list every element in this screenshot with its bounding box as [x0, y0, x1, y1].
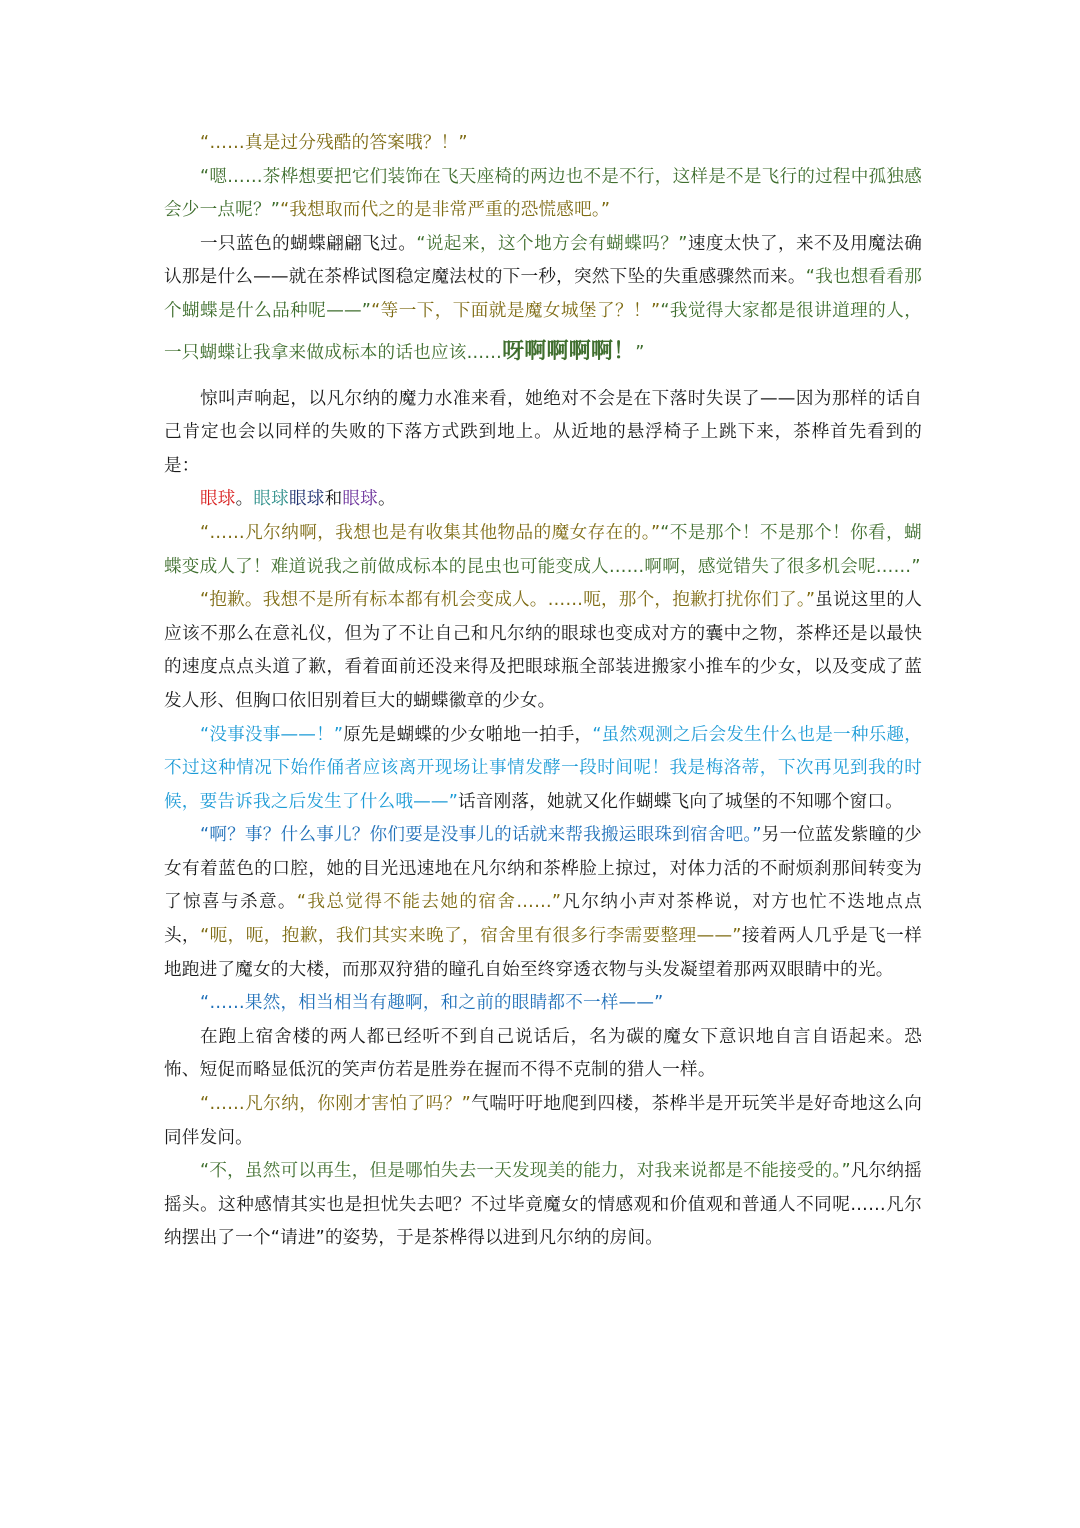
dialogue-dorm-fear: “我总觉得不能去她的宿舍……”: [296, 892, 562, 913]
narration-butterfly: 一只蓝色的蝴蝶翩翩飞过。: [200, 233, 417, 254]
narration-fourth-floor: 气喘吁吁地爬到四楼，茶桦半是开玩笑半是好奇地这么向同伴发问。: [164, 1094, 922, 1148]
dialogue-not-that: “不是那个！不是那个！你看，蝴蝶变成人了！难道说我之前做成标本的昆虫也可能变成人……啊啊，感觉错失了很多机会呢……”: [164, 522, 922, 577]
paragraph-9: [164, 819, 922, 987]
dialogue-cruel-answer: “……真是过分残酷的答案哦？！”: [200, 133, 468, 153]
dialogue-butterfly-species: “我也想看看那个蝴蝶是什么品种呢——”: [164, 267, 922, 321]
word-eyeball-navy: 眼球: [288, 489, 325, 510]
dialogue-carry-eyes: “啊？事？什么事儿？你们要是没事儿的话就来帮我搬运眼珠到宿舍吧。”: [200, 825, 762, 846]
paragraph-3: [164, 228, 922, 375]
paragraph-12: [164, 1088, 922, 1155]
narration-room: 凡尔纳摇摇头。这种感情其实也是担忧失去吧？不过毕竟魔女的情感观和价值观和普通人不同呢……凡尔纳摆出了一个“请进”的姿势，于是茶桦得以进到凡尔纳的房间。: [164, 1161, 922, 1249]
paragraph-6: [164, 517, 922, 584]
paragraph-4: [164, 383, 922, 484]
dialogue-late: “呃，呃，抱歉，我们其实来晚了，宿舍里有很多行李需要整理——”: [200, 926, 742, 947]
paragraph-11: [164, 1021, 922, 1088]
paragraph-13: [164, 1155, 922, 1256]
paragraph-1: [164, 127, 922, 161]
paragraph-10: [164, 987, 922, 1021]
paragraph-2: [164, 161, 922, 228]
dialogue-melody: “虽然观测之后会发生什么也是一种乐趣，不过这种情况下始作俑者应该离开现场让事情发酵一段时间呢！我是梅洛蒂，下次再见到我的时候，要告诉我之后发生了什么哦——”: [164, 724, 922, 812]
paragraph-5: [164, 483, 922, 517]
dialogue-scream-close: ”: [635, 342, 645, 363]
narration-run: 接着两人几乎是飞一样地跑进了魔女的大楼，而那双狩猎的瞳孔自始至终穿透衣物与头发凝望着那两双眼睛中的光。: [164, 926, 922, 980]
narration-falling: 速度太快了，来不及用魔法确认那是什么——就在茶桦试图稳定魔法杖的下一秒，突然下坠的失重感骤然而来。: [164, 233, 922, 288]
punct-2: 。: [377, 489, 396, 510]
narration-whisper: 凡尔纳小声对茶桦说，对方也忙不迭地点点头，: [164, 892, 922, 947]
narration-fly-away: 话音刚落，她就又化作蝴蝶飞向了城堡的不知哪个窗口。: [458, 791, 903, 812]
word-and: 和: [324, 489, 343, 510]
word-eyeball-teal: 眼球: [253, 489, 289, 510]
narration-blue-girl: 另一位蓝发紫瞳的少女有着蓝色的口腔，她的目光迅速地在凡尔纳和茶桦脸上掠过，对体力活的不耐烦刹那间转变为了惊喜与杀意。: [164, 825, 922, 913]
narration-bow: 虽说这里的人应该不那么在意礼仪，但为了不让自己和凡尔纳的眼球也变成对方的囊中之物，茶桦还是以最快的速度点点头道了歉，看着面前还没来得及把眼球瓶全部装进搬家小推车的少女，以及变成了蓝发人形、但胸口依旧别着巨大的蝴蝶徽章的少女。: [164, 590, 922, 711]
dialogue-scared: “……凡尔纳，你刚才害怕了吗？”: [200, 1094, 471, 1115]
dialogue-panic: “我想取而代之的是非常严重的恐慌感吧。”: [280, 200, 611, 221]
dialogue-reasonable: “我觉得大家都是很讲道理的人，一只蝴蝶让我拿来做成标本的话也应该……: [164, 300, 922, 363]
paragraph-7: [164, 584, 922, 718]
dialogue-wait-castle: “等一下，下面就是魔女城堡了？！”: [371, 300, 661, 321]
narration-scream-heard: 惊叫声响起，以凡尔纳的魔力水准来看，她绝对不会是在下落时失误了——因为那样的话自己肯定也会以同样的失败的下落方式跌到地上。从近地的悬浮椅子上跳下来，茶桦首先看到的是：: [164, 388, 922, 476]
narration-laugh: 在跑上宿舍楼的两人都已经听不到自己说话后，名为碳的魔女下意识地自言自语起来。恐怖、短促而略显低沉的笑声仿若是胜券在握而不得不克制的猎人一样。: [164, 1026, 922, 1081]
paragraph-8: [164, 719, 922, 820]
dialogue-no-problem: “没事没事——！”: [200, 724, 344, 745]
spacer: [164, 375, 922, 383]
punct-1: 。: [235, 489, 254, 510]
dialogue-beauty: “不，虽然可以再生，但是哪怕失去一天发现美的能力，对我来说都是不能接受的。”: [200, 1161, 851, 1182]
dialogue-interesting: “……果然，相当相当有趣啊，和之前的眼睛都不一样——”: [200, 993, 664, 1014]
narration-clap: 原先是蝴蝶的少女啪地一拍手，: [343, 724, 593, 745]
dialogue-apology: “抱歉。我想不是所有标本都有机会变成人。……呃，那个，抱歉打扰你们了。”: [200, 590, 816, 611]
dialogue-scream: 呀啊啊啊啊！: [502, 338, 636, 364]
dialogue-butterfly-question: “说起来，这个地方会有蝴蝶吗？”: [416, 233, 688, 254]
word-eyeball-red: 眼球: [200, 489, 236, 510]
dialogue-chahua-decorate: “嗯……茶桦想要把它们装饰在飞天座椅的两边也不是不行，这样是不是飞行的过程中孤独感会少一点呢？”: [164, 166, 922, 221]
dialogue-collect-other: “……凡尔纳啊，我想也是有收集其他物品的魔女存在的。”: [200, 522, 661, 543]
word-eyeball-purple: 眼球: [342, 489, 378, 510]
